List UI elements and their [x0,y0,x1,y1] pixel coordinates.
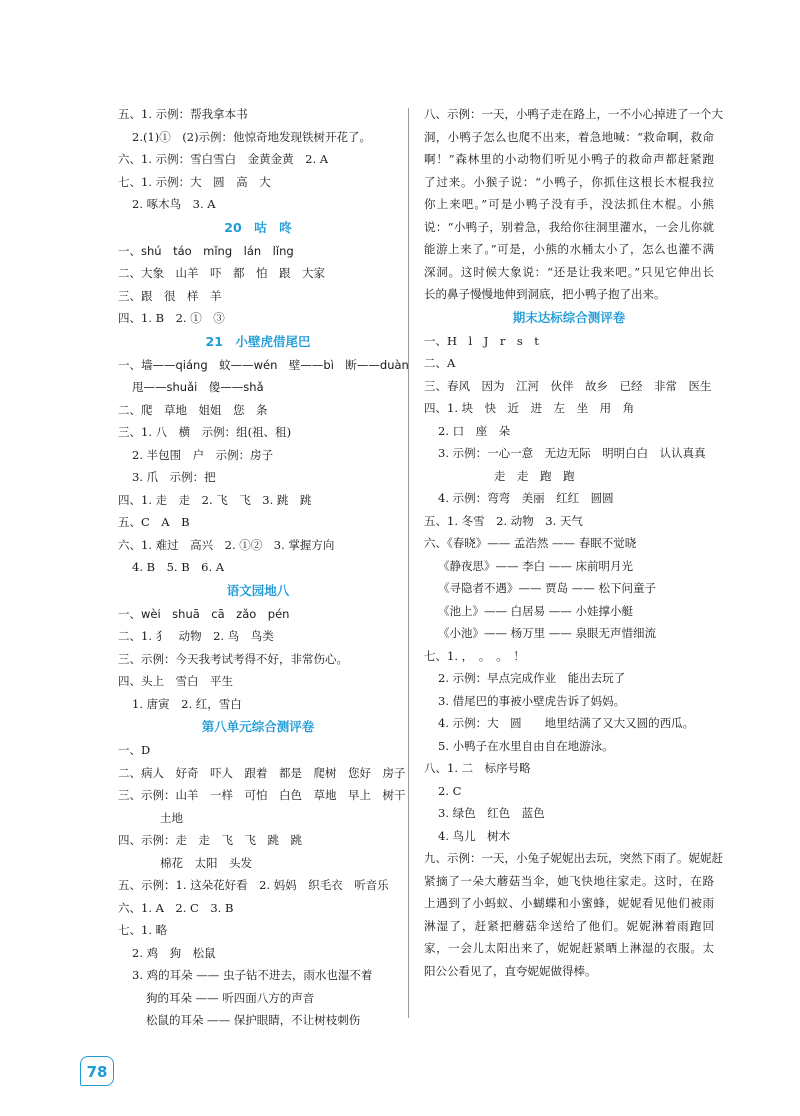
answer-line: 2. 半包围 户 示例：房子 [132,447,274,462]
section-heading: 语文园地八 [226,582,290,598]
paragraph-line: 洞，小鸭子怎么也爬不出来，着急地喊：“救命啊，救命 [424,129,714,144]
answer-line: 七、1. 示例：大 圆 高 大 [118,174,271,189]
answer-line: 2. 鸡 狗 松鼠 [132,945,216,960]
answer-line: 3. 绿色 红色 蓝色 [438,806,545,820]
answer-line: 3. 鸡的耳朵 —— 虫子钻不进去，雨水也湿不着 [132,968,373,982]
answer-line: 一、wèi shuā cā zǎo pén [118,606,290,621]
answer-line: 一、D [118,743,151,757]
answer-line: 3. 爪 示例：把 [132,470,216,484]
answer-line: 2. C [438,783,462,798]
answer-line: 八、1. 二 标序号略 [424,761,531,775]
paragraph-line: 了过来。小猴子说：“小鸭子，你抓住这根长木棍我拉 [424,174,714,189]
answer-line: 2.(1)① (2)示例：他惊奇地发现铁树开花了。 [132,129,372,144]
answer-line: 七、1. 略 [118,923,168,937]
answer-line: 走 走 跑 跑 [494,468,575,483]
answer-line: 七、1. ， 。 。 ！ [424,648,525,663]
paragraph-line: 说：“小鸭子，别着急，我给你往洞里灌水，一会儿你就 [424,219,714,234]
answer-line: 六、1. A 2. C 3. B [118,900,234,915]
paragraph-line: 啊！”森林里的小动物们听见小鸭子的救命声都赶紧跑 [424,152,714,166]
answer-line: 四、1. B 2. ① ③ [118,311,225,325]
answer-line: 四、1. 走 走 2. 飞 飞 3. 跳 跳 [118,492,312,507]
paragraph-line: 阳公公看见了，直夸妮妮做得棒。 [424,963,597,978]
answer-line: 4. 示例：弯弯 美丽 红红 圆圆 [438,491,614,505]
answer-line: 松鼠的耳朵 —— 保护眼睛，不让树枝刺伤 [146,1013,361,1027]
answer-line: 《池上》—— 白居易 —— 小娃撑小艇 [438,603,633,618]
answer-line: 2. 示例：早点完成作业 能出去玩了 [438,671,626,685]
answer-line: 四、示例：走 走 飞 飞 跳 跳 [118,833,302,847]
answer-line: 四、头上 雪白 平生 [118,674,233,688]
paragraph-line: 八、示例：一天，小鸭子走在路上，一不小心掉进了一个大 [424,107,723,121]
answer-line: 三、跟 很 样 羊 [118,288,222,303]
answer-line: 4. 鸟儿 树木 [438,828,511,843]
answer-line: 三、示例：山羊 一样 可怕 白色 草地 早上 树干 [118,788,406,802]
column-divider [408,108,409,1018]
answer-line: 棉花 太阳 头发 [160,855,252,870]
answer-line: 五、示例：1. 这朵花好看 2. 妈妈 织毛衣 听音乐 [118,878,389,892]
answer-line: 甩——shuǎi 傻——shǎ [132,380,264,394]
answer-line: 3. 示例：一心一意 无边无际 明明白白 认认真真 [438,446,706,460]
paragraph-line: 家，一会儿太阳出来了，妮妮赶紧晒上淋湿的衣服。太 [424,941,714,955]
answer-line: 4. B 5. B 6. A [132,560,225,574]
answer-line: 四、1. 块 快 近 进 左 坐 用 角 [424,401,635,415]
section-heading: 21 小壁虎借尾巴 [205,333,311,349]
answer-line: 2. 口 座 朵 [438,423,511,438]
answer-line: 二、大象 山羊 吓 都 怕 跟 大家 [118,266,325,280]
answer-line: 一、H l J r s t [424,333,539,348]
answer-line: 三、1. 八 横 示例：组(祖、租) [118,425,292,439]
answer-line: 三、春风 因为 江河 伙伴 故乡 已经 非常 医生 [424,378,712,393]
answer-line: 土地 [160,810,183,825]
paragraph-line: 长的鼻子慢慢地伸到洞底，把小鸭子抱了出来。 [424,287,666,301]
right-column [424,103,723,982]
answer-line: 五、1. 示例：帮我拿本书 [118,107,248,121]
paragraph-line: 淋湿了，赶紧把蘑菇伞送给了他们。妮妮淋着雨跑回 [424,918,714,933]
answer-line: 二、A [424,356,456,370]
section-heading: 期末达标综合测评卷 [512,309,626,325]
paragraph-line: 上遇到了小蚂蚁、小蝴蝶和小蜜蜂，妮妮看见他们被雨 [424,896,714,910]
paragraph-line: 紧摘了一朵大蘑菇当伞，她飞快地往家走。这时，在路 [424,873,714,888]
answer-line: 二、病人 好奇 吓人 跟着 都是 爬树 您好 房子 [118,765,406,780]
answer-line: 狗的耳朵 —— 听四面八方的声音 [146,990,315,1005]
section-heading: 20 咕 咚 [224,219,292,235]
answer-line: 《静夜思》—— 李白 —— 床前明月光 [438,558,633,573]
answer-line: 一、墙——qiáng 蚊——wén 壁——bì 断——duàn [118,357,409,372]
answer-line: 二、爬 草地 姐姐 您 条 [118,402,268,417]
answer-line: 六、《春晓》—— 孟浩然 —— 春眠不觉晓 [424,536,637,550]
section-heading: 第八单元综合测评卷 [201,719,315,734]
answer-line: 五、C A B [118,515,190,529]
answer-line: 《寻隐者不遇》—— 贾岛 —— 松下问童子 [438,581,656,595]
answer-line: 六、1. 难过 高兴 2. ①② 3. 掌握方向 [118,537,335,552]
answer-line: 5. 小鸭子在水里自由自在地游泳。 [438,738,614,753]
paragraph-line: 深洞。这时候大象说：“还是让我来吧。”只见它伸出长 [424,264,714,279]
answer-line: 1. 唐寅 2. 红，雪白 [132,696,242,711]
paragraph-line: 能游上来了。”可是，小熊的水桶太小了，怎么也灌不满 [424,242,714,256]
answer-line: 五、1. 冬雪 2. 动物 3. 天气 [424,513,583,528]
answer-line: 3. 借尾巴的事被小壁虎告诉了妈妈。 [438,693,626,708]
answer-line: 2. 啄木鸟 3. A [132,197,216,211]
answer-line: 三、示例：今天我考试考得不好，非常伤心。 [118,651,348,666]
left-column [118,103,409,1032]
answer-line: 六、1. 示例：雪白雪白 金黄金黄 2. A [118,152,329,166]
answer-line: 二、1. 犭 动物 2. 鸟 鸟类 [118,629,274,643]
paragraph-line: 九、示例：一天，小兔子妮妮出去玩，突然下雨了。妮妮赶 [424,851,723,865]
answer-line: 4. 示例：大 圆 地里结满了又大又圆的西瓜。 [438,716,695,730]
paragraph-line: 你上来吧。”可是小鸭子没有手，没法抓住木棍。小熊 [424,197,714,211]
page-number: 78 [80,1056,114,1086]
answer-line: 一、shú táo mǐng lán lǐng [118,243,294,258]
answer-line: 《小池》—— 杨万里 —— 泉眼无声惜细流 [438,626,656,640]
